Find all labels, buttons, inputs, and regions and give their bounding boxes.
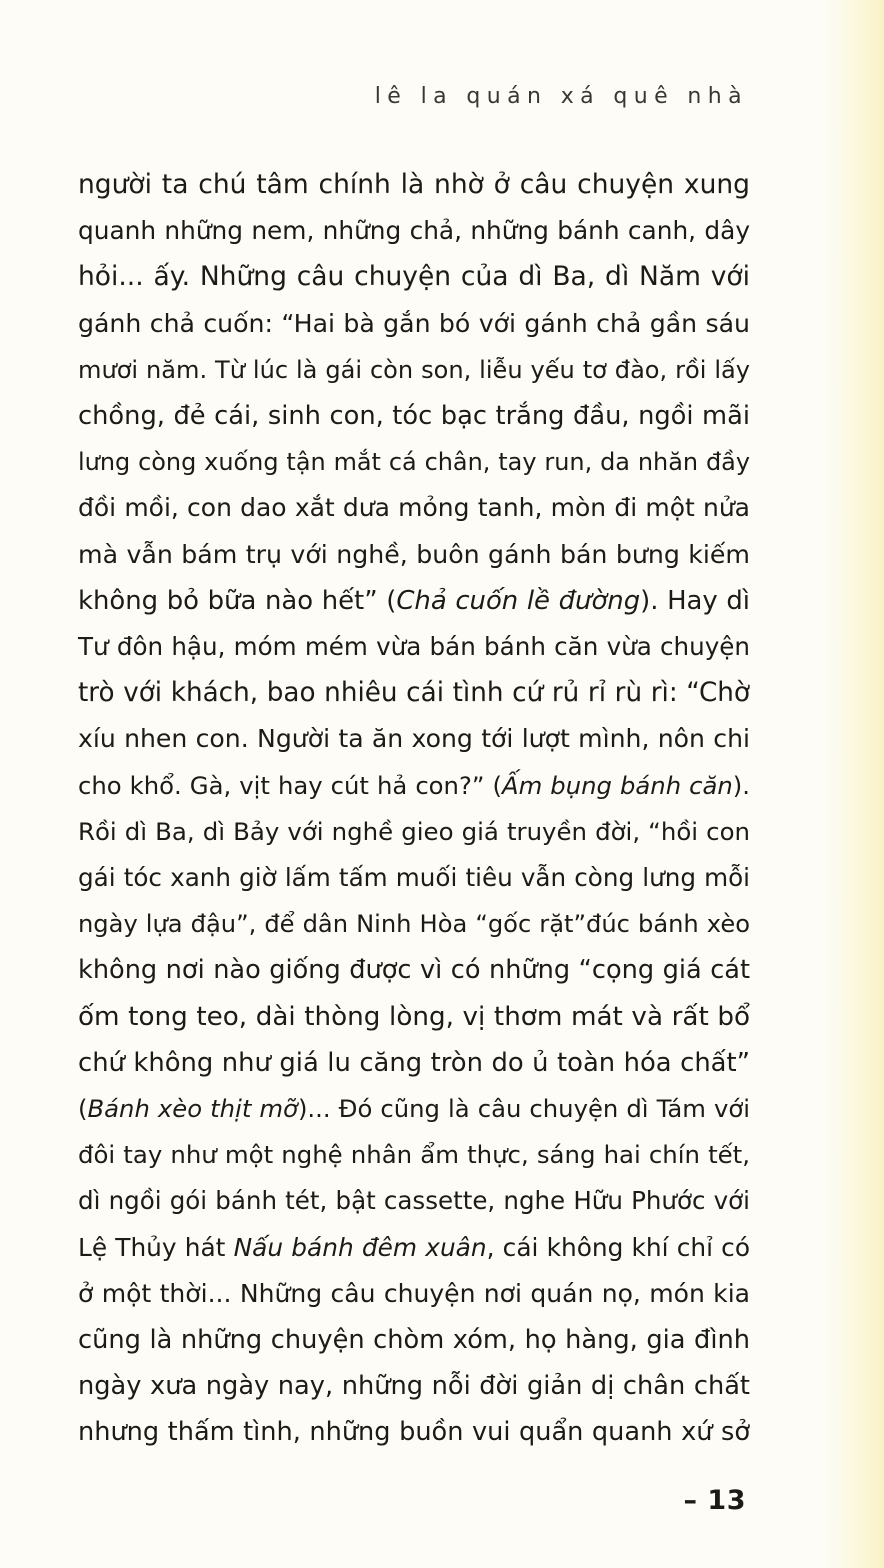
text-line — [78, 1409, 750, 1455]
text-segment: lưng còng xuống tận mắt cá chân, tay run, da nhăn đầy — [78, 448, 750, 477]
text-line — [78, 208, 750, 254]
text-line — [78, 532, 750, 578]
text-segment: không bỏ bữa nào hết” ( — [78, 585, 397, 616]
italic-title: Bánh xèo thịt mỡ — [87, 1094, 298, 1124]
text-line — [78, 301, 750, 347]
text-segment: ngày lựa đậu”, để dân Ninh Hòa “gốc rặt”đúc bánh xèo — [78, 910, 750, 939]
text-segment: ). Hay dì — [640, 585, 750, 616]
text-line — [78, 716, 750, 762]
body-text — [78, 162, 750, 1456]
text-segment: Tư đôn hậu, móm mém vừa bán bánh căn vừa chuyện — [78, 632, 750, 662]
text-segment: mươi năm. Từ lúc là gái còn son, liễu yếu tơ đào, rồi lấy — [78, 355, 750, 384]
text-segment: dì ngồi gói bánh tét, bật cassette, nghe Hữu Phước với — [78, 1186, 750, 1216]
text-segment: chứ không như giá lu căng tròn do ủ toàn hóa chất” — [78, 1047, 750, 1078]
text-line — [78, 1271, 750, 1317]
text-line — [78, 994, 750, 1040]
text-segment: trò với khách, bao nhiêu cái tình cứ rủ rỉ rù rì: “Chờ — [78, 678, 750, 709]
text-segment: nhưng thấm tình, những buồn vui quẩn quanh xứ sở — [78, 1417, 750, 1448]
text-line — [78, 1132, 750, 1178]
page-number: – 13 — [683, 1485, 746, 1516]
text-segment: ( — [78, 1094, 88, 1124]
text-line — [78, 1363, 750, 1409]
text-line — [78, 855, 750, 901]
italic-title: Nấu bánh đêm xuân — [233, 1232, 487, 1262]
text-line — [78, 347, 750, 393]
text-segment: xíu nhen con. Người ta ăn xong tới lượt mình, nôn chi — [78, 724, 750, 754]
text-segment: Rồi dì Ba, dì Bảy với nghề gieo giá truyền đời, “hồi con — [78, 816, 750, 846]
text-line — [78, 1040, 750, 1086]
text-segment: cho khổ. Gà, vịt hay cút hả con?” ( — [78, 770, 502, 800]
italic-title: Ấm bụng bánh căn — [501, 770, 733, 800]
running-head: lê la quán xá quê nhà — [374, 84, 748, 109]
text-line — [78, 1178, 750, 1224]
text-segment: ốm tong teo, dài thòng lòng, vị thơm mát và rất bổ — [78, 1001, 750, 1032]
text-segment: cũng là những chuyện chòm xóm, họ hàng, gia đình — [78, 1325, 750, 1356]
text-line — [78, 1225, 750, 1271]
text-line — [78, 670, 750, 716]
text-segment: quanh những nem, những chả, những bánh canh, dây — [78, 216, 750, 246]
text-segment: người ta chú tâm chính là nhờ ở câu chuyện xung — [78, 169, 750, 200]
text-segment: gái tóc xanh giờ lấm tấm muối tiêu vẫn còng lưng mỗi — [78, 863, 750, 893]
text-line — [78, 393, 750, 439]
text-line — [78, 763, 750, 809]
text-line — [78, 578, 750, 624]
text-line — [78, 485, 750, 531]
text-segment: ngày xưa ngày nay, những nỗi đời giản dị chân chất — [78, 1371, 750, 1402]
text-segment: Lệ Thủy hát — [78, 1232, 234, 1262]
page-edge-tint — [824, 0, 884, 1568]
text-segment: chồng, đẻ cái, sinh con, tóc bạc trắng đầu, ngồi mãi — [78, 401, 750, 432]
text-line — [78, 901, 750, 947]
text-segment: hỏi... ấy. Những câu chuyện của dì Ba, dì Năm với — [78, 261, 750, 293]
text-line — [78, 947, 750, 993]
text-segment: không nơi nào giống được vì có những “cọng giá cát — [78, 955, 750, 986]
text-segment: , cái không khí chỉ có — [486, 1232, 750, 1262]
text-line — [78, 624, 750, 670]
text-segment: gánh chả cuốn: “Hai bà gắn bó với gánh chả gần sáu — [78, 308, 750, 338]
text-segment: đôi tay như một nghệ nhân ẩm thực, sáng hai chín tết, — [78, 1140, 750, 1170]
text-segment: mà vẫn bám trụ với nghề, buôn gánh bán bưng kiếm — [78, 539, 750, 569]
text-line — [78, 1317, 750, 1363]
text-line — [78, 254, 750, 300]
italic-title: Chả cuốn lề đường — [396, 585, 641, 616]
text-segment: đồi mồi, con dao xắt dưa mỏng tanh, mòn đi một nửa — [78, 493, 750, 523]
text-line — [78, 809, 750, 855]
text-line — [78, 162, 750, 208]
text-segment: ở một thời... Những câu chuyện nơi quán nọ, món kia — [78, 1278, 750, 1308]
text-segment: ). — [732, 770, 750, 800]
text-line — [78, 1086, 750, 1132]
text-line — [78, 439, 750, 485]
text-segment: )... Đó cũng là câu chuyện dì Tám với — [297, 1094, 750, 1124]
